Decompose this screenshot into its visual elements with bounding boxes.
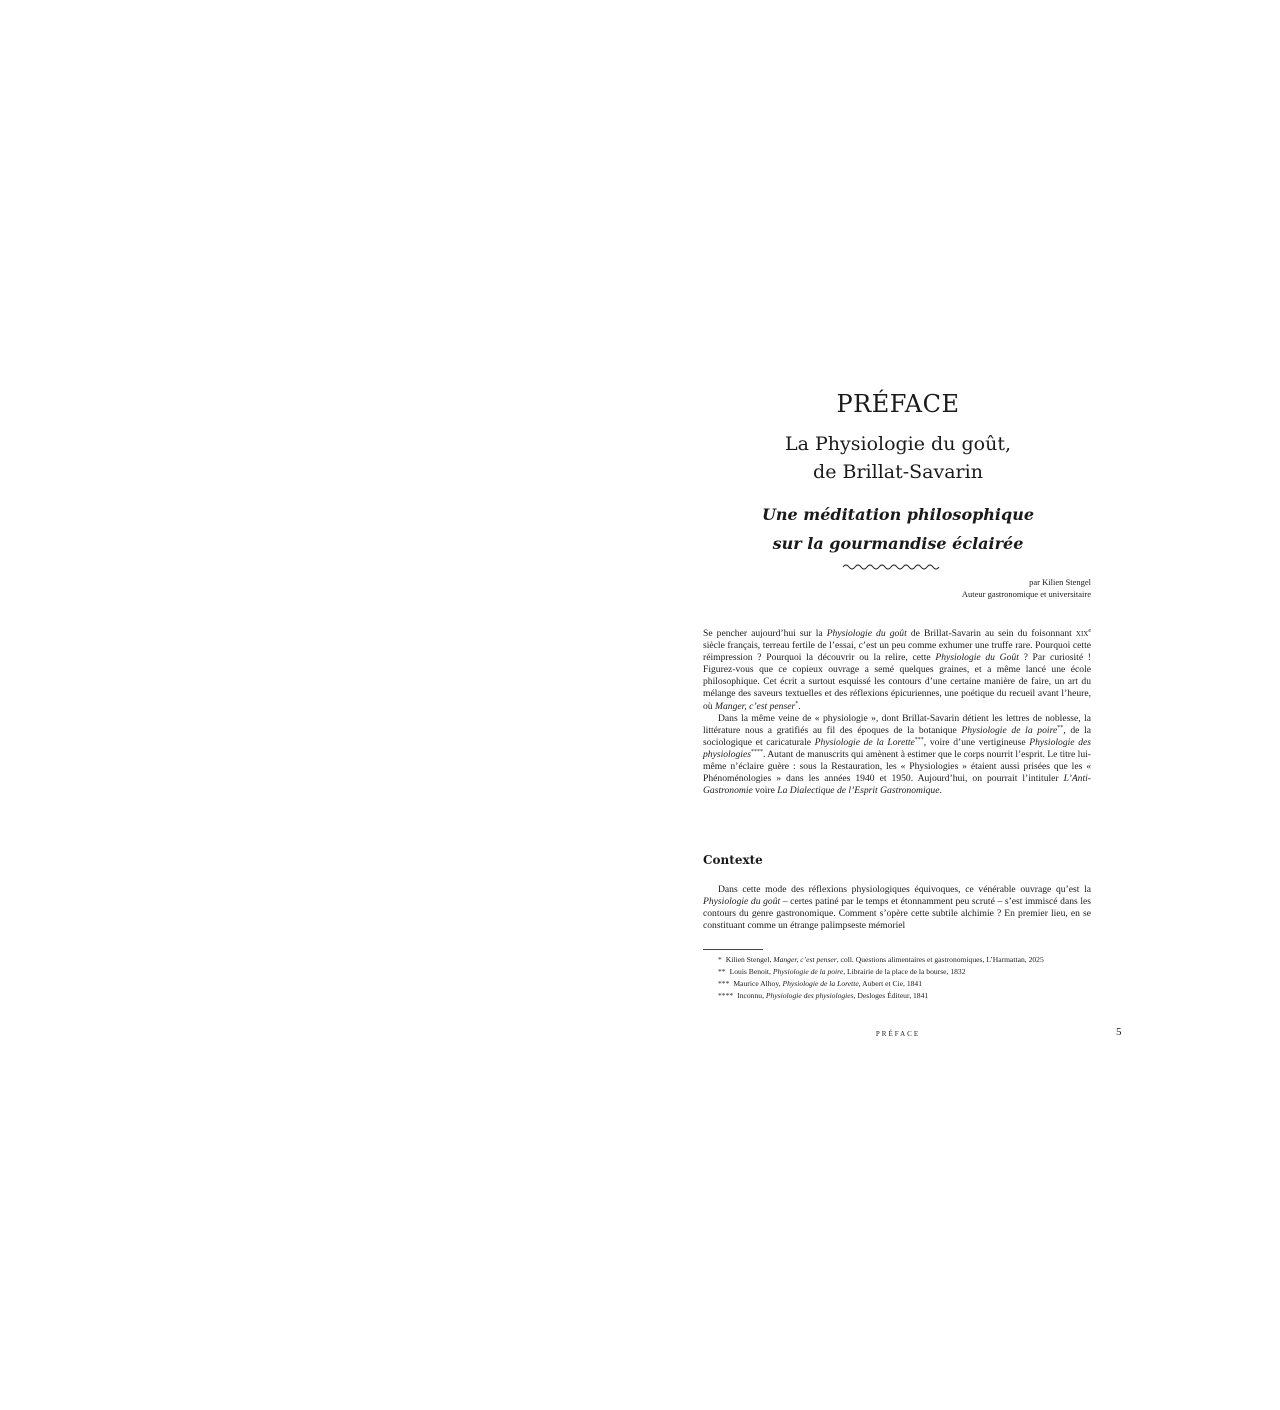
paragraph-3 [703, 884, 1091, 932]
subtitle [650, 430, 1146, 486]
tagline [650, 500, 1146, 558]
italic-title: Physiologie de la poire [961, 724, 1058, 736]
paragraph-2 [703, 713, 1091, 798]
text-run: , de la sociologique et caricaturale [703, 724, 1091, 748]
wave-ornament-icon [842, 562, 940, 572]
footnote-marker: **** [750, 748, 763, 755]
paragraph-1 [703, 628, 1091, 713]
footnote-mark: ** [718, 967, 726, 976]
subtitle-line-2: de Brillat-Savarin [813, 461, 983, 483]
italic-title: Physiologie de la poire [772, 967, 844, 976]
italic-title: Physiologie des physiologies [703, 736, 1092, 760]
text-run: , Aubert et Cie, 1841 [858, 979, 923, 988]
subtitle-line-1: La Physiologie du goût, [785, 433, 1011, 455]
byline [900, 576, 1091, 600]
text-run: Dans cette mode des réflexions physiologiques équivoques, ce vénérable ouvrage qu’est la [718, 884, 1091, 895]
text-run: Inconnu, [737, 991, 766, 1000]
century-suffix: e [1088, 627, 1092, 634]
text-run: . Autant de manuscrits qui amènent à estimer que le corps nourrit l’esprit. Le titre lui-même n’éclaire guère : sous la Restauration, les « Physiologies » étaient aussi prisées que les « Phénoménologies » dans les années 1940 et 1950. Aujourd’hui, on pourrait l’intituler [703, 748, 1091, 785]
text-run: Louis Benoit, [729, 967, 773, 976]
text-run: Se pencher aujourd’hui sur la [703, 628, 827, 639]
book-page [650, 360, 1150, 1080]
text-run: de Brillat-Savarin au sein du foisonnant [906, 628, 1076, 639]
italic-title: La Dialectique de l’Esprit Gastronomique [777, 785, 940, 797]
italic-title: Physiologie du goût [826, 628, 907, 639]
text-run: – certes patiné par le temps et étonnamment peu scruté – s’est immiscé dans les contours du genre gastronomique. Comment s’opère cette subtile alchimie ? En premier lieu, en se constituant comme un étrange palimpseste mémoriel [703, 896, 1092, 932]
text-run: Maurice Alhoy, [733, 979, 783, 988]
century-numeral: xix [1075, 628, 1089, 639]
page-number: 5 [1116, 1026, 1122, 1038]
text-run: Kilien Stengel, [725, 955, 774, 964]
footnote-mark: **** [718, 991, 734, 1000]
footnote-marker: ** [1057, 724, 1064, 731]
section-heading: Contexte [703, 853, 763, 867]
italic-title: L’Anti-Gastronomie [703, 773, 1091, 797]
tagline-line-2: sur la gourmandise éclairée [772, 534, 1024, 553]
byline-author: par Kilien Stengel [1029, 577, 1091, 587]
text-run: Dans la même veine de « physiologie », dont Brillat-Savarin détient les lettres de noblesse, la littérature nous a gratifiés au fil des époques de la botanique [703, 712, 1091, 736]
italic-title: Manger, c’est penser [773, 955, 837, 964]
text-run: , voire d’une vertigineuse [923, 736, 1030, 748]
italic-title: Manger, c’est penser [715, 700, 796, 712]
footnote [718, 966, 1098, 978]
body-text-2 [703, 884, 1091, 932]
text-run: . [798, 700, 801, 712]
footnote-mark: * [718, 955, 722, 964]
italic-title: Physiologie de la Lorette [782, 979, 859, 988]
footnote [718, 990, 1098, 1002]
footnote-marker: * [795, 700, 799, 707]
text-run: voire [752, 785, 778, 797]
italic-title: Physiologie du Goût [935, 652, 1019, 664]
page-title: PRÉFACE [836, 390, 960, 418]
italic-title: Physiologie de la Lorette [814, 736, 915, 748]
footnote [718, 954, 1098, 966]
byline-role: Auteur gastronomique et universitaire [961, 589, 1091, 599]
footnote-marker: *** [914, 736, 924, 743]
text-run: , coll. Questions alimentaires et gastronomiques, L’Harmattan, 2025 [836, 955, 1044, 964]
footnotes [718, 954, 1098, 1002]
text-run: ? Par curiosité ! Figurez-vous que ce copieux ouvrage a semé quelques graines, et a même lancé une école philosophique. Cet écrit a surtout esquissé les contours d’une certaine manière de faire, un art du mélange des saveurs textuelles et des réflexions épicuriennes, une poétique du recueil avant l’heure, où [703, 652, 1092, 712]
body-text [703, 628, 1091, 797]
footnote [718, 978, 1098, 990]
text-run: , Desloges Éditeur, 1841 [853, 991, 929, 1000]
tagline-line-1: Une méditation philosophique [761, 505, 1035, 524]
running-head: PRÉFACE [875, 1030, 921, 1038]
text-run: . [939, 785, 942, 797]
text-run: siècle français, terreau fertile de l’essai, c’est un peu comme exhumer une truffe rare. Pourquoi cette réimpression ? Pourquoi la découvrir ou la relire, cette [703, 640, 1091, 664]
footnote-divider [703, 949, 763, 950]
italic-title: Physiologie des physiologies [765, 991, 854, 1000]
italic-title: Physiologie du goût [703, 896, 781, 908]
text-run: , Librairie de la place de la bourse, 1832 [843, 967, 966, 976]
footnote-mark: *** [718, 979, 730, 988]
